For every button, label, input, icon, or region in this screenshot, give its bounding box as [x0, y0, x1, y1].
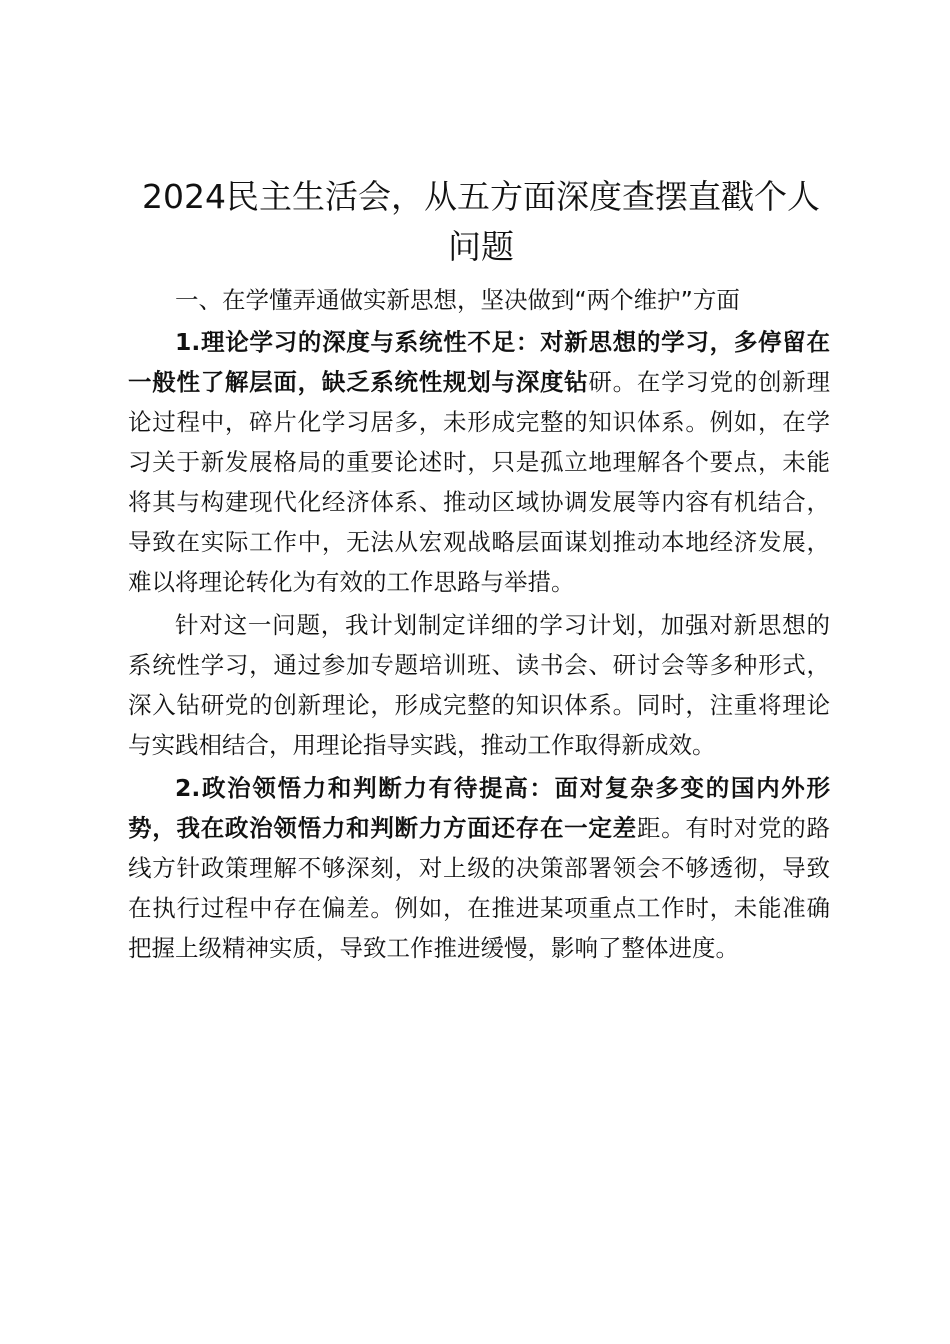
document-body: [128, 280, 830, 971]
item-2-paragraph: [128, 768, 830, 968]
section-1-heading: 一、在学懂弄通做实新思想，坚决做到“两个维护”方面: [175, 286, 740, 314]
item-1-lead: 1.理论学习的深度与系统性不足：对新思想的学习，多停留在一般性了解层面，缺乏系统性规划与深度钻: [128, 328, 830, 396]
item-1-text: 研。在学习党的创新理论过程中，碎片化学习居多，未形成完整的知识体系。例如，在学习关于新发展格局的重要论述时，只是孤立地理解各个要点，未能将其与构建现代化经济体系、推动区域协调发展等内容有机结合，导致在实际工作中，无法从宏观战略层面谋划推动本地经济发展，难以将理论转化为有效的工作思路与举措。: [128, 368, 831, 596]
document-title: 2024民主生活会，从五方面深度查摆直戳个人问题: [142, 177, 820, 266]
item-2-text: 距。有时对党的路线方针政策理解不够深刻，对上级的决策部署领会不够透彻，导致在执行过程中存在偏差。例如，在推进某项重点工作时，未能准确把握上级精神实质，导致工作推进缓慢，影响了整体进度。: [128, 814, 830, 962]
item-2-lead: 2.政治领悟力和判断力有待提高：面对复杂多变的国内外形势，我在政治领悟力和判断力方面还存在一定差: [128, 774, 830, 842]
item-1-paragraph: [128, 322, 830, 602]
item-1-measure-paragraph: 针对这一问题，我计划制定详细的学习计划，加强对新思想的系统性学习，通过参加专题培训班、读书会、研讨会等多种形式，深入钻研党的创新理论，形成完整的知识体系。同时，注重将理论与实践相结合，用理论指导实践，推动工作取得新成效。: [128, 611, 830, 759]
